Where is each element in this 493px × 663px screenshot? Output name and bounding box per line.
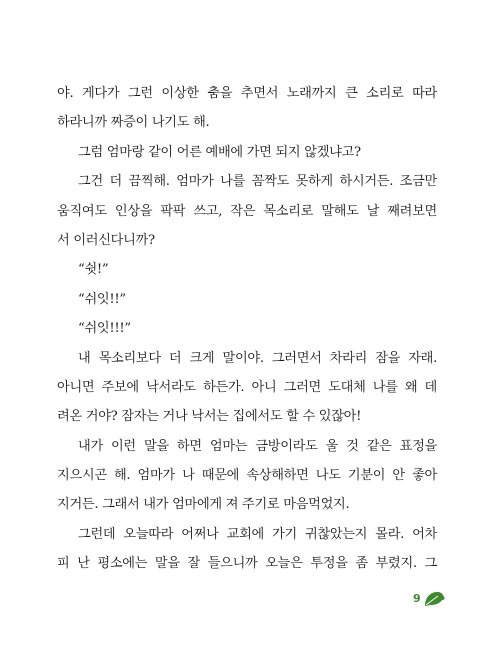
text-line: 려온 거야? 잠자는 거나 낙서는 집에서도 할 수 있잖아!: [57, 409, 362, 425]
text-line: 내 목소리보다 더 크게 말이야. 그러면서 차라리 잠을 자래.: [78, 350, 437, 366]
text-line: 그건 더 끔찍해. 엄마가 나를 꼼짝도 못하게 하시거든. 조금만: [78, 174, 437, 190]
text-line: 지으시곤 해. 엄마가 나 때문에 속상해하면 나도 기분이 안 좋아: [57, 468, 437, 484]
body-text: [57, 79, 437, 579]
page-number: 9: [413, 592, 421, 605]
text-line: 내가 이런 말을 하면 엄마는 금방이라도 울 것 같은 표정을: [78, 438, 437, 454]
text-line: 그럼 엄마랑 같이 어른 예배에 가면 되지 않겠냐고?: [78, 144, 361, 160]
text-line: 그런데 오늘따라 어쩌나 교회에 가기 귀찮았는지 몰라. 어차: [78, 526, 437, 542]
text-line: “쉿!”: [78, 262, 109, 278]
text-line: “쉬잇!!!”: [78, 321, 131, 337]
text-line: 아니면 주보에 낙서라도 하든가. 아니 그러면 도대체 나를 왜 데: [57, 379, 437, 395]
leaf-icon: [423, 590, 445, 608]
text-line: 지거든. 그래서 내가 엄마에게 져 주기로 마음먹었지.: [57, 497, 350, 513]
text-line: 피 난 평소에는 말을 잘 들으니까 오늘은 투정을 좀 부렸지. 그: [57, 556, 437, 572]
text-line: “쉬잇!!”: [78, 291, 126, 307]
text-line: 하라니까 짜증이 나기도 해.: [57, 115, 210, 131]
text-line: 움직여도 인상을 팍팍 쓰고, 작은 목소리로 말해도 날 째려보면: [57, 203, 437, 219]
text-line: 서 이러신다니까?: [57, 232, 155, 248]
text-line: 야. 게다가 그런 이상한 춤을 추면서 노래까지 큰 소리로 따라: [57, 86, 437, 101]
